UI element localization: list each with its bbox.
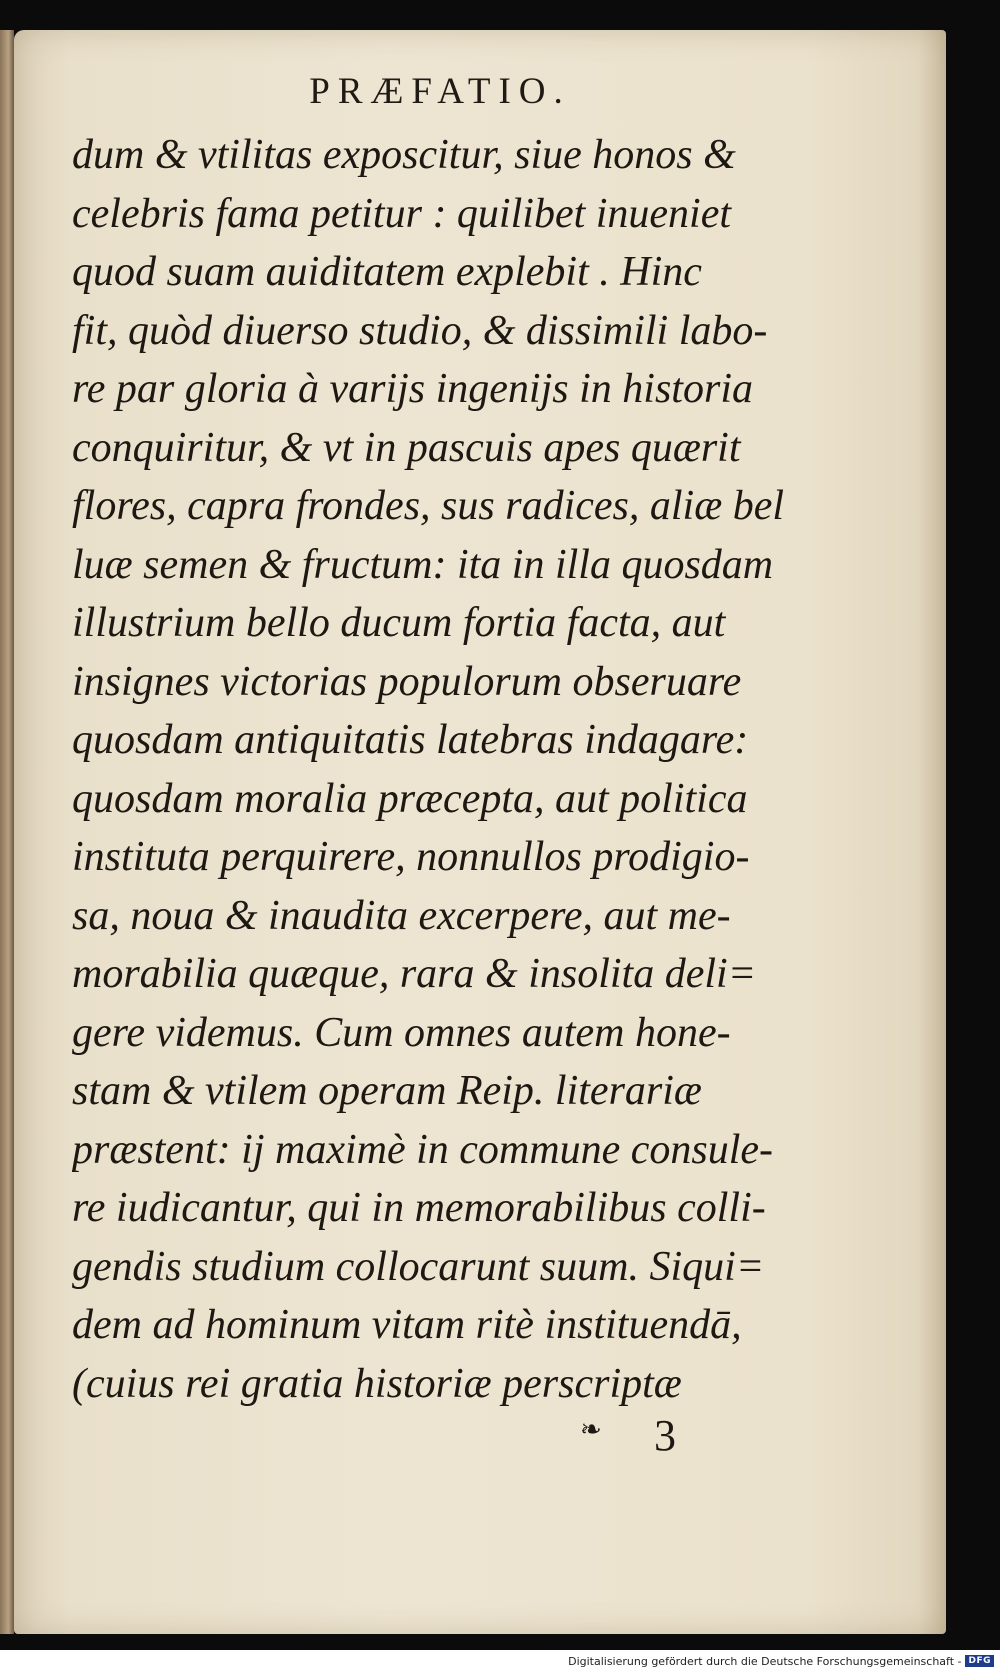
text-line: fit, quòd diuerso studio, & dissimili labo- xyxy=(72,307,768,354)
footer-credit xyxy=(568,1651,994,1671)
text-line: celebris fama petitur : quilibet inueniet xyxy=(72,190,732,237)
text-line: dem ad hominum vitam ritè instituendā, xyxy=(72,1302,742,1348)
signature-mark: ❧ xyxy=(580,1415,602,1444)
binding-edge xyxy=(0,30,14,1634)
text-line: dum & vtilitas exposcitur, siue honos & xyxy=(72,132,736,178)
text-line: illustrium bello ducum fortia facta, aut xyxy=(72,600,726,646)
text-line: re par gloria à varijs ingenijs in historia xyxy=(72,366,753,412)
text-line: (cuius rei gratia historiæ perscriptæ xyxy=(72,1360,682,1407)
running-head: PRÆFATIO. xyxy=(309,71,571,112)
text-line: flores, capra frondes, sus radices, aliæ bel xyxy=(72,483,785,529)
text-line: gere videmus. Cum omnes autem hone- xyxy=(72,1009,731,1056)
text-line: præstent: ij maximè in commune consule- xyxy=(72,1126,774,1173)
text-line: sa, noua & inaudita excerpere, aut me- xyxy=(72,892,731,939)
page-number: 3 xyxy=(654,1411,676,1460)
text-line: gendis studium collocarunt suum. Siqui= xyxy=(72,1243,765,1290)
footer-text: Digitalisierung gefördert durch die Deutsche Forschungsgemeinschaft - xyxy=(568,1654,962,1668)
text-line: insignes victorias populorum obseruare xyxy=(72,658,742,705)
text-line: morabilia quæque, rara & insolita deli= xyxy=(72,951,757,997)
body-text xyxy=(72,126,812,1413)
text-line: re iudicantur, qui in memorabilibus colli- xyxy=(72,1185,766,1231)
text-line: quod suam auiditatem explebit . Hinc xyxy=(72,249,702,295)
text-line: quosdam antiquitatis latebras indagare: xyxy=(72,717,749,763)
text-line: luæ semen & fructum: ita in illa quosdam xyxy=(72,541,774,588)
text-line: conquiritur, & vt in pascuis apes quærit xyxy=(72,424,741,471)
text-line: instituta perquirere, nonnullos prodigio- xyxy=(72,834,750,880)
dfg-logo: DFG xyxy=(965,1655,994,1667)
text-line: stam & vtilem operam Reip. literariæ xyxy=(72,1068,702,1114)
text-line: quosdam moralia præcepta, aut politica xyxy=(72,775,748,822)
